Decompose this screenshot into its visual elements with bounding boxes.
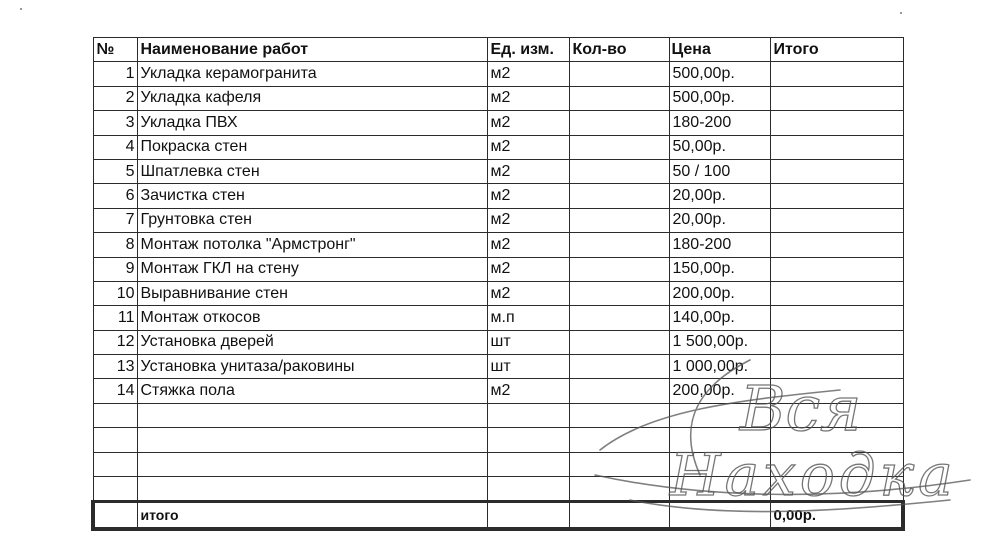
cell-price: 1 000,00р. [669,355,770,379]
cell-total [770,233,903,257]
cell-name [137,428,487,452]
cell-total [770,281,903,305]
table-row [93,135,903,159]
cell-total [770,111,903,135]
cell-num: 9 [93,257,137,281]
cell-name [137,452,487,476]
cell-num: 4 [93,135,137,159]
cell-name: Монтаж потолка "Армстронг" [137,233,487,257]
cell-qty [569,306,669,330]
cell-name: Монтаж ГКЛ на стену [137,257,487,281]
table-header-row [93,38,903,62]
cell-price: 20,00р. [669,208,770,232]
cell-num [93,452,137,476]
total-value: 0,00р. [770,502,903,529]
cell-qty [569,355,669,379]
cell-unit: м2 [487,184,569,208]
cell-qty [569,111,669,135]
table-row [93,111,903,135]
table-row [93,257,903,281]
total-unit-cell [487,502,569,529]
cell-qty [569,281,669,305]
cell-qty [569,62,669,86]
cell-unit: м2 [487,379,569,403]
cell-unit: м2 [487,111,569,135]
table-row [93,233,903,257]
cell-num [93,428,137,452]
table-row [93,428,903,452]
table-row [93,403,903,427]
cell-total [770,428,903,452]
cell-total [770,403,903,427]
cell-name: Укладка кафеля [137,86,487,110]
cell-qty [569,184,669,208]
header-total: Итого [770,38,903,62]
cell-name: Укладка ПВХ [137,111,487,135]
cell-num [93,403,137,427]
cell-price [669,477,770,502]
cell-qty [569,403,669,427]
cell-num: 13 [93,355,137,379]
cell-price: 50 / 100 [669,159,770,183]
cell-unit: м.п [487,306,569,330]
cell-price: 500,00р. [669,62,770,86]
table-row [93,477,903,502]
cell-unit: м2 [487,135,569,159]
cell-total [770,477,903,502]
cell-num: 2 [93,86,137,110]
cell-num: 1 [93,62,137,86]
cell-unit: шт [487,330,569,354]
total-price-cell [669,502,770,529]
cell-price: 180-200 [669,233,770,257]
total-row [93,502,903,529]
cell-name: Монтаж откосов [137,306,487,330]
cell-total [770,159,903,183]
cell-unit: м2 [487,281,569,305]
cell-unit [487,403,569,427]
table-row [93,159,903,183]
table-row [93,330,903,354]
watermark-line2: Находка [670,441,957,509]
cell-unit: м2 [487,86,569,110]
cell-name: Установка унитаза/раковины [137,355,487,379]
cell-qty [569,477,669,502]
table-row [93,86,903,110]
cell-num [93,477,137,502]
cell-unit [487,428,569,452]
table-row [93,306,903,330]
watermark-line1: Вся [740,372,862,445]
cell-num: 12 [93,330,137,354]
cell-num: 10 [93,281,137,305]
header-num: № [93,38,137,62]
table-row [93,208,903,232]
cell-unit: м2 [487,159,569,183]
cell-qty [569,257,669,281]
table-row [93,452,903,476]
cell-num: 7 [93,208,137,232]
cell-name: Укладка керамогранита [137,62,487,86]
table-row [93,281,903,305]
table-row [93,379,903,403]
cell-name: Выравнивание стен [137,281,487,305]
cell-total [770,208,903,232]
cell-price [669,428,770,452]
table-row [93,184,903,208]
cell-price: 1 500,00р. [669,330,770,354]
total-num-cell [93,502,137,529]
cell-total [770,355,903,379]
cell-price: 200,00р. [669,281,770,305]
cell-qty [569,159,669,183]
cell-price [669,403,770,427]
header-name: Наименование работ [137,38,487,62]
cell-unit [487,452,569,476]
header-price: Цена [669,38,770,62]
total-qty-cell [569,502,669,529]
table-body [93,62,903,502]
cell-qty [569,135,669,159]
scan-speck [20,8,22,10]
cell-total [770,330,903,354]
cell-total [770,86,903,110]
cell-num: 6 [93,184,137,208]
cell-price: 200,00р. [669,379,770,403]
cell-price: 150,00р. [669,257,770,281]
cell-name [137,477,487,502]
cell-price: 140,00р. [669,306,770,330]
cell-total [770,135,903,159]
cell-total [770,257,903,281]
cell-total [770,184,903,208]
cell-num: 14 [93,379,137,403]
header-unit: Ед. изм. [487,38,569,62]
cell-name: Шпатлевка стен [137,159,487,183]
cell-total [770,306,903,330]
cell-price [669,452,770,476]
cell-qty [569,330,669,354]
cell-qty [569,86,669,110]
cell-unit: м2 [487,208,569,232]
cell-unit: м2 [487,233,569,257]
cell-num: 3 [93,111,137,135]
cell-price: 180-200 [669,111,770,135]
header-qty: Кол-во [569,38,669,62]
cell-name: Грунтовка стен [137,208,487,232]
cell-qty [569,428,669,452]
cell-total [770,452,903,476]
cell-name: Стяжка пола [137,379,487,403]
cell-num: 11 [93,306,137,330]
cell-unit: м2 [487,257,569,281]
cell-unit: шт [487,355,569,379]
total-label: итого [137,502,487,529]
cell-total [770,379,903,403]
cell-qty [569,208,669,232]
cell-price: 50,00р. [669,135,770,159]
cell-num: 5 [93,159,137,183]
price-table [91,37,905,531]
cell-total [770,62,903,86]
cell-unit: м2 [487,62,569,86]
cell-qty [569,379,669,403]
cell-price: 500,00р. [669,86,770,110]
cell-name [137,403,487,427]
table-row [93,62,903,86]
table-row [93,355,903,379]
cell-price: 20,00р. [669,184,770,208]
cell-num: 8 [93,233,137,257]
cell-qty [569,452,669,476]
cell-name: Зачистка стен [137,184,487,208]
cell-qty [569,233,669,257]
scan-speck [900,12,902,14]
cell-name: Покраска стен [137,135,487,159]
cell-unit [487,477,569,502]
cell-name: Установка дверей [137,330,487,354]
